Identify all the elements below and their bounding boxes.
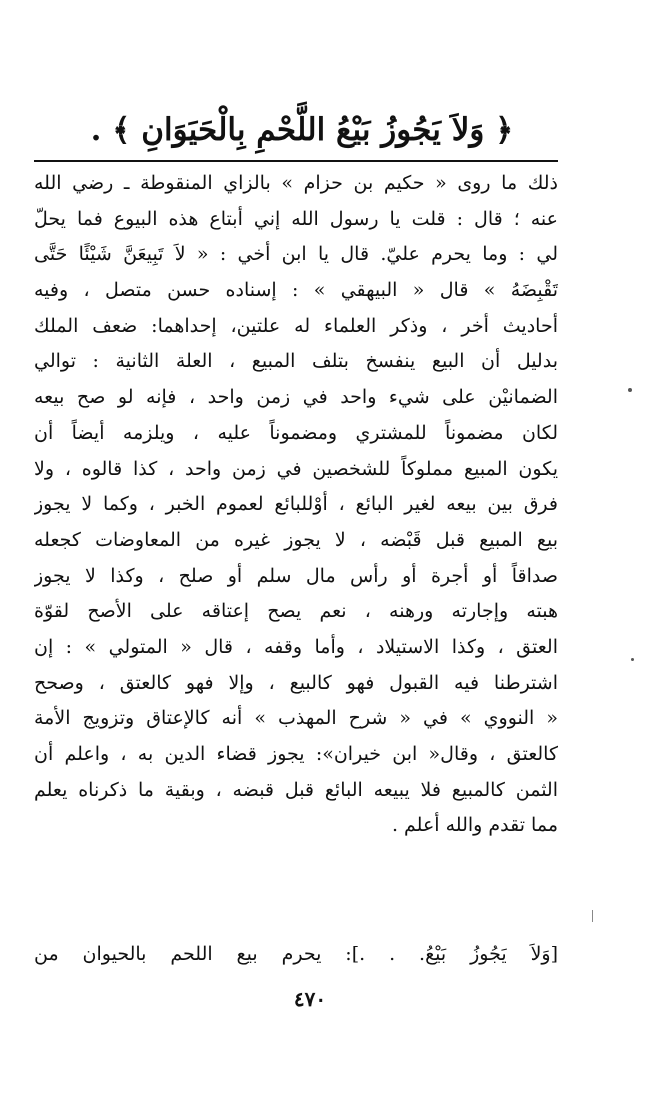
text-line: الضمانيْن على شيء واحد في زمن واحد ، فإنه لو صح بيعه (34, 386, 558, 409)
main-text (34, 166, 558, 844)
text-line: أحاديث أخر ، وذكر العلماء له علتين، إحداهما: ضعف الملك (34, 314, 558, 337)
text-line: كالعتق ، وقال« ابن خيران»: يجوز قضاء الدين به ، واعلم أن (34, 743, 558, 765)
margin-speck (631, 658, 634, 661)
margin-tick (592, 910, 593, 922)
text-line: تَقْبِضَهُ » قال « البيهقي » : إسناده حسن متصل ، وفيه (34, 279, 558, 302)
text-line: بدليل أن البيع ينفسخ بتلف المبيع ، العلة الثانية : توالي (34, 350, 558, 373)
section-heading: ﴿ وَلاَ يَجُوزُ بَيْعُ اللَّحْمِ بِالْحَيَوَانِ ﴾ . (90, 112, 514, 148)
text-line: العتق ، وكذا الاستيلاد ، وأما وقفه ، قال « المتولي » : إن (34, 635, 558, 658)
text-line-final: مما تقدم والله أعلم . (391, 814, 558, 837)
text-line: ذلك ما روى « حكيم بن حزام » بالزاي المنقوطة ـ رضي الله (34, 172, 558, 194)
text-line: بيع المبيع قبل قَبْضه ، لا يجوز غيره من المعاوضات كجعله (34, 528, 558, 551)
text-line: لكان مضموناً للمشتري ومضموناً عليه ، ويلزمه أيضاً أن (34, 421, 558, 444)
text-line: صداقاً أو أجرة أو رأس مال سلم أو صلح ، وكذا لا يجوز (34, 564, 558, 587)
text-line: اشترطنا فيه القبول فهو كالبيع ، وإلا فهو كالعتق ، وصحح (34, 671, 558, 694)
footnote: [وَلاَ يَجُوزُ بَيْعُ. . .]: يحرم بيع اللحم بالحيوان من (34, 943, 558, 965)
text-line: عنه ؛ قال : قلت يا رسول الله إني أبتاع هذه البيوع فما يحلّ (34, 207, 558, 230)
margin-speck (628, 388, 632, 392)
page-number: ٤٧٠ (293, 987, 327, 1011)
text-line: لي : وما يحرم عليّ. قال يا ابن أخي : « لاَ تَبِيعَنَّ شَيْئًا حَتَّى (34, 243, 558, 266)
heading-rule (34, 160, 558, 162)
text-line: الثمن كالمبيع فلا يبيعه البائع قبل قبضه ، وبقية ما ذكرناه يعلم (34, 778, 558, 801)
text-line: يكون المبيع مملوكاً للشخصين في زمن واحد ، كذا قالوه ، ولا (34, 457, 558, 480)
text-line: فرق بين بيعه لغير البائع ، أوْللبائع لعموم الخبر ، وكما لا يجوز (34, 493, 558, 516)
text-line: « النووي » في « شرح المهذب » أنه كالإعتاق وتزويج الأمة (34, 707, 558, 730)
text-line: هبته وإجارته ورهنه ، نعم يصح إعتاقه على الأصح لقوّة (34, 600, 558, 623)
